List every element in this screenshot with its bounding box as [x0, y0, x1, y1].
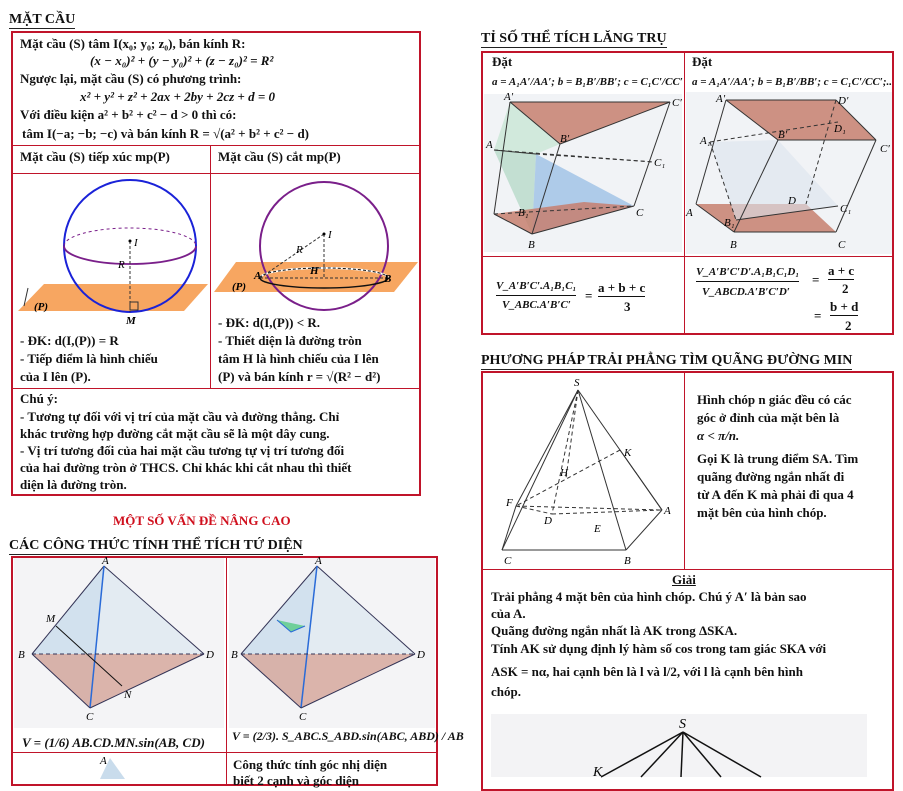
problem-line6: từ A đến K mà phải đi qua 4 — [697, 487, 854, 502]
ratio1-rhs-num: a + b + c — [598, 280, 646, 295]
solution-line1: Trải phẳng 4 mặt bên của hình chóp. Chú ý A′ là bản sao — [491, 589, 807, 604]
ratio1-numerator: V_A′B′C′.A₁B₁C₁ — [496, 278, 576, 296]
cut-cond-line3: tâm H là hình chiếu của I lên — [218, 351, 379, 366]
ratio2-rhs1-den: 2 — [842, 281, 849, 296]
cut-sphere-figure — [214, 176, 418, 316]
svg-text:B: B — [730, 239, 737, 251]
prism-dat-2: Đặt — [692, 54, 713, 69]
ratio1-rhs-den: 3 — [624, 299, 631, 314]
prism-def-2: a = A₁A′/AA′; b = B₁B′/BB′; c = C₁C′/CC′;.. — [692, 76, 893, 88]
tetra-figure-1 — [14, 555, 224, 728]
section-title-unfold: PHƯƠNG PHÁP TRẢI PHẲNG TÌM QUÃNG ĐƯỜNG MIN — [481, 353, 853, 368]
tangent-header: Mặt cầu (S) tiếp xúc mp(P) — [20, 149, 170, 164]
cut-cond-line2: - Thiết diện là đường tròn — [218, 333, 362, 348]
svg-text:B: B — [231, 649, 238, 661]
svg-text:K: K — [624, 447, 632, 459]
ratio2-denominator: V_ABCD.A′B′C′D′ — [702, 286, 790, 298]
note-line5: của hai đường tròn ở THCS. Chỉ khác khi cắt nhau thì thiết — [20, 460, 352, 475]
sphere-def-line1: Mặt cầu (S) tâm I(x₀; y₀; z₀), bán kính R: — [20, 36, 246, 51]
svg-text:D: D — [544, 515, 552, 527]
svg-text:(P): (P) — [232, 281, 247, 293]
tangent-sphere-figure — [14, 176, 208, 327]
svg-text:A₁: A₁ — [700, 135, 711, 147]
sphere-def-line4: x² + y² + z² + 2ax + 2by + 2cz + d = 0 — [80, 89, 275, 104]
svg-text:M: M — [46, 613, 56, 625]
svg-text:B′: B′ — [560, 133, 570, 145]
svg-text:C: C — [838, 239, 846, 251]
svg-text:C₁: C₁ — [654, 157, 666, 169]
note-line6: diện là đường tròn. — [20, 477, 127, 492]
pyramid-figure — [486, 374, 682, 568]
svg-text:I: I — [328, 229, 332, 241]
svg-text:K: K — [593, 765, 603, 780]
svg-text:A: A — [254, 270, 262, 282]
svg-text:A: A — [686, 207, 693, 219]
advanced-title: MỘT SỐ VẤN ĐỀ NÂNG CAO — [113, 513, 291, 528]
svg-text:H: H — [310, 265, 319, 277]
solution-line5: ASK = nα, hai cạnh bên là l và l/2, với l là cạnh bên hình — [491, 664, 803, 679]
svg-text:I: I — [134, 237, 138, 249]
solution-line4: Tính AK sử dụng định lý hàm số cos trong tam giác SKA với — [491, 641, 827, 656]
svg-text:C′: C′ — [880, 143, 890, 155]
svg-text:B: B — [18, 649, 25, 661]
sphere-def-line6: tâm I(−a; −b; −c) và bán kính R = √(a² + b² + c² − d) — [22, 126, 310, 141]
svg-text:B₁: B₁ — [724, 217, 735, 229]
prism-def-1: a = A₁A′/AA′; b = B₁B′/BB′; c = C₁C′/CC′ — [492, 76, 683, 88]
triangular-prism-figure — [484, 91, 682, 252]
svg-text:D: D — [788, 195, 796, 207]
svg-text:A′: A′ — [716, 93, 726, 105]
tetra-figure-3 — [60, 754, 180, 779]
quad-prism-figure — [686, 92, 892, 254]
svg-text:B: B — [624, 555, 631, 567]
svg-text:D: D — [417, 649, 425, 661]
svg-text:B₁: B₁ — [518, 207, 529, 219]
svg-text:B: B — [528, 239, 535, 251]
sphere-def-line3: Ngược lại, mặt cầu (S) có phương trình: — [20, 71, 242, 86]
prism-dat-1: Đặt — [492, 54, 513, 69]
svg-text:A: A — [664, 505, 671, 517]
tangent-cond-line3: của I lên (P). — [20, 369, 91, 384]
formula-3-line2: biết 2 cạnh và góc diện — [233, 773, 360, 788]
svg-text:M: M — [126, 315, 136, 327]
ratio2-rhs2-den: 2 — [845, 318, 852, 333]
svg-text:C₁: C₁ — [840, 203, 852, 215]
problem-line2: góc ở đỉnh của mặt bên là — [697, 410, 840, 425]
tangent-cond-line2: - Tiếp điểm là hình chiếu — [20, 351, 158, 366]
section-title-prism: TỈ SỐ THỂ TÍCH LĂNG TRỤ — [481, 31, 667, 46]
svg-text:E: E — [594, 523, 601, 535]
unfolded-figure — [491, 714, 867, 780]
formula-2: V = (2/3). S_ABC.S_ABD.sin(ABC, ABD) / AB — [232, 729, 464, 743]
ratio1-denominator: V_ABC.A′B′C′ — [502, 299, 571, 311]
sphere-def-line2: (x − x₀)² + (y − y₀)² + (z − z₀)² = R² — [90, 53, 274, 68]
problem-line7: mặt bên của hình chóp. — [697, 505, 827, 520]
note-line3: khác trường hợp đường cắt mặt cầu sẽ là một dây cung. — [20, 426, 330, 441]
sphere-def-line5: Với điều kiện a² + b² + c² − d > 0 thì có: — [20, 107, 237, 122]
cut-cond-line4: (P) và bán kính r = √(R² − d²) — [218, 369, 381, 384]
svg-text:C′: C′ — [672, 97, 682, 109]
svg-text:A: A — [315, 555, 322, 567]
svg-text:(P): (P) — [34, 301, 49, 313]
svg-text:B′: B′ — [778, 129, 788, 141]
problem-line3: α < π/n. — [697, 428, 740, 443]
problem-line1: Hình chóp n giác đều có các — [697, 392, 852, 407]
tetra-figure-2 — [229, 555, 435, 728]
solution-title: Giải — [672, 572, 696, 587]
svg-text:C: C — [86, 711, 94, 723]
svg-text:R: R — [296, 244, 303, 256]
svg-text:S: S — [574, 377, 580, 389]
ratio2-rhs2-num: b + d — [830, 299, 859, 314]
note-line1: Chú ý: — [20, 391, 58, 406]
svg-text:H: H — [560, 467, 568, 479]
svg-text:C: C — [504, 555, 512, 567]
tangent-cond-line1: - ĐK: d(I,(P)) = R — [20, 333, 119, 348]
ratio2-numerator: V_A′B′C′D′.A₁B₁C₁D₁ — [696, 264, 799, 282]
svg-text:R: R — [118, 259, 125, 271]
section-title-tetra: CÁC CÔNG THỨC TÍNH THỂ TÍCH TỨ DIỆN — [9, 538, 303, 553]
ratio2-rhs1-num: a + c — [828, 263, 855, 278]
svg-text:A: A — [100, 755, 107, 767]
svg-text:F: F — [506, 497, 513, 509]
cut-header: Mặt cầu (S) cắt mp(P) — [218, 149, 341, 164]
svg-text:B: B — [384, 273, 392, 285]
svg-text:A: A — [102, 555, 109, 567]
problem-line5: quãng đường ngắn nhất đi — [697, 469, 845, 484]
note-line2: - Tương tự đối với vị trí của mặt cầu và đường thẳng. Chỉ — [20, 409, 340, 424]
section-title-sphere: MẶT CẦU — [9, 12, 76, 27]
solution-line6: chóp. — [491, 684, 521, 699]
svg-text:N: N — [124, 689, 132, 701]
svg-text:D: D — [206, 649, 214, 661]
svg-text:D′: D′ — [838, 95, 849, 107]
solution-line3: Quãng đường ngắn nhất là AK trong ΔSKA. — [491, 623, 738, 638]
problem-line4: Gọi K là trung điểm SA. Tìm — [697, 451, 859, 466]
svg-text:S: S — [679, 717, 686, 732]
svg-text:A: A — [486, 139, 493, 151]
formula-3-line1: Công thức tính góc nhị diện — [233, 757, 388, 772]
solution-line2: của A. — [491, 606, 526, 621]
svg-text:C: C — [299, 711, 307, 723]
svg-text:C: C — [636, 207, 644, 219]
svg-text:A′: A′ — [504, 91, 514, 103]
note-line4: - Vị trí tương đối của hai mặt cầu tương tự vị trí tương đối — [20, 443, 345, 458]
formula-1: V = (1/6) AB.CD.MN.sin(AB, CD) — [22, 735, 205, 750]
cut-cond-line1: - ĐK: d(I,(P)) < R. — [218, 315, 321, 330]
svg-text:D₁: D₁ — [834, 123, 846, 135]
